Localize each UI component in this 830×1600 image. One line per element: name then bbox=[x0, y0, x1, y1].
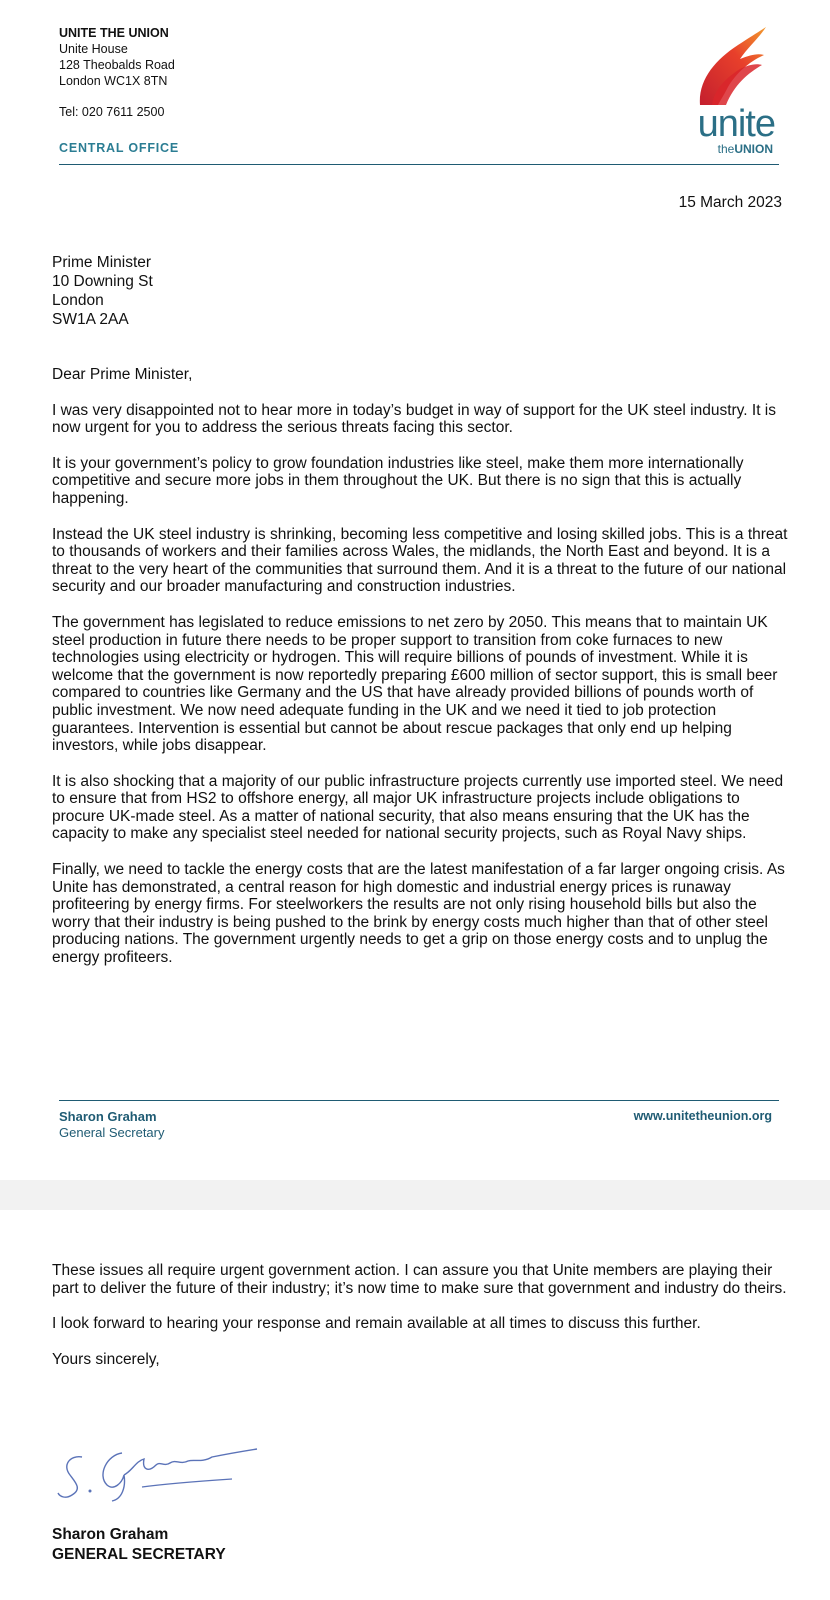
body-paragraph: The government has legislated to reduce emissions to net zero by 2050. This means that to maintain UK steel production in future there needs to be proper support to transition from coke furnaces to new technologies using electricity or hydrogen. This will require billions of pounds of investment. While it is welcome that the government is now reportedly preparing £600 million of sector support, this is small beer compared to countries like Germany and the US that have already provided billions of pounds worth of public investment. We now need adequate funding in the UK and we need it tied to job protection guarantees. Intervention is essential but cannot be about rescue packages that only end up helping investors, while jobs disappear. bbox=[52, 613, 778, 755]
salutation: Dear Prime Minister, bbox=[52, 366, 193, 383]
address-line: London WC1X 8TN bbox=[59, 74, 168, 88]
telephone: Tel: 020 7611 2500 bbox=[59, 105, 165, 119]
body-paragraph: It is also shocking that a majority of our public infrastructure projects currently use imported steel. We need to ensure that from HS2 to offshore energy, all major UK infrastructure projects include obligations to procure UK-made steel. As a matter of national security, that also means ensuring that the UK has the capacity to make any specialist steel needed for national security projects, such as Royal Navy ships. bbox=[52, 772, 784, 843]
header-divider bbox=[59, 164, 779, 165]
signer-title: GENERAL SECRETARY bbox=[52, 1546, 226, 1563]
letter-date: 15 March 2023 bbox=[678, 194, 782, 211]
office-label: CENTRAL OFFICE bbox=[59, 141, 179, 155]
body-paragraph: I look forward to hearing your response and remain available at all times to discuss this further. bbox=[52, 1315, 701, 1333]
recipient-line: Prime Minister bbox=[52, 254, 152, 271]
flame-icon bbox=[690, 25, 770, 107]
letterhead-address-block bbox=[59, 25, 175, 120]
footer-divider bbox=[59, 1100, 779, 1101]
recipient-line: SW1A 2AA bbox=[52, 311, 129, 328]
body-paragraph: It is your government’s policy to grow foundation industries like steel, make them more internationally competitive and secure more jobs in them throughout the UK. But there is no sign that this is actually happening. bbox=[52, 454, 744, 507]
address-line: 128 Theobalds Road bbox=[59, 58, 175, 72]
handwritten-signature bbox=[52, 1435, 282, 1510]
recipient-address bbox=[52, 253, 153, 329]
address-line: Unite House bbox=[59, 42, 128, 56]
signer-name: Sharon Graham bbox=[52, 1526, 169, 1543]
logo-sub-the: the bbox=[717, 142, 735, 156]
logo-sub-union: UNION bbox=[734, 142, 773, 156]
logo-wordmark: unite bbox=[697, 103, 775, 145]
unite-logo bbox=[670, 25, 785, 160]
body-paragraph: Instead the UK steel industry is shrinking, becoming less competitive and losing skilled jobs. This is a threat to thousands of workers and their families across Wales, the midlands, the North East and beyond. It is a threat to the very heart of the communities that surround them. And it is a threat to the future of our national security and our broader manufacturing and construction industries. bbox=[52, 525, 788, 596]
footer-name: Sharon Graham bbox=[59, 1109, 157, 1124]
letter-page-2 bbox=[0, 1210, 830, 1600]
letter-body-page-1 bbox=[52, 366, 790, 985]
body-paragraph: These issues all require urgent government action. I can assure you that Unite members are playing their part to deliver the future of their industry; it’s now time to make sure that government and industry do theirs. bbox=[52, 1262, 787, 1297]
footer-website[interactable]: www.unitetheunion.org bbox=[633, 1109, 772, 1123]
body-paragraph: I was very disappointed not to hear more in today’s budget in way of support for the UK steel industry. It is now urgent for you to address the serious threats facing this sector. bbox=[52, 401, 777, 437]
recipient-line: London bbox=[52, 292, 104, 309]
logo-subtitle bbox=[718, 142, 773, 156]
letter-body-page-2 bbox=[52, 1262, 790, 1386]
footer-signatory bbox=[59, 1109, 165, 1141]
closing: Yours sincerely, bbox=[52, 1350, 160, 1368]
recipient-line: 10 Downing St bbox=[52, 273, 153, 290]
signer-block bbox=[52, 1525, 226, 1565]
org-name: UNITE THE UNION bbox=[59, 26, 169, 40]
footer-title: General Secretary bbox=[59, 1125, 165, 1140]
body-paragraph: Finally, we need to tackle the energy costs that are the latest manifestation of a far larger ongoing crisis. As Unite has demonstrated, a central reason for high domestic and industrial energy prices is runaway profiteering by energy firms. For steelworkers the results are not only rising household bills but also the worry that their industry is being pushed to the brink by energy costs much higher than that of other steel producing nations. The government urgently needs to get a grip on those energy costs and to unplug the energy profiteers. bbox=[52, 861, 785, 967]
